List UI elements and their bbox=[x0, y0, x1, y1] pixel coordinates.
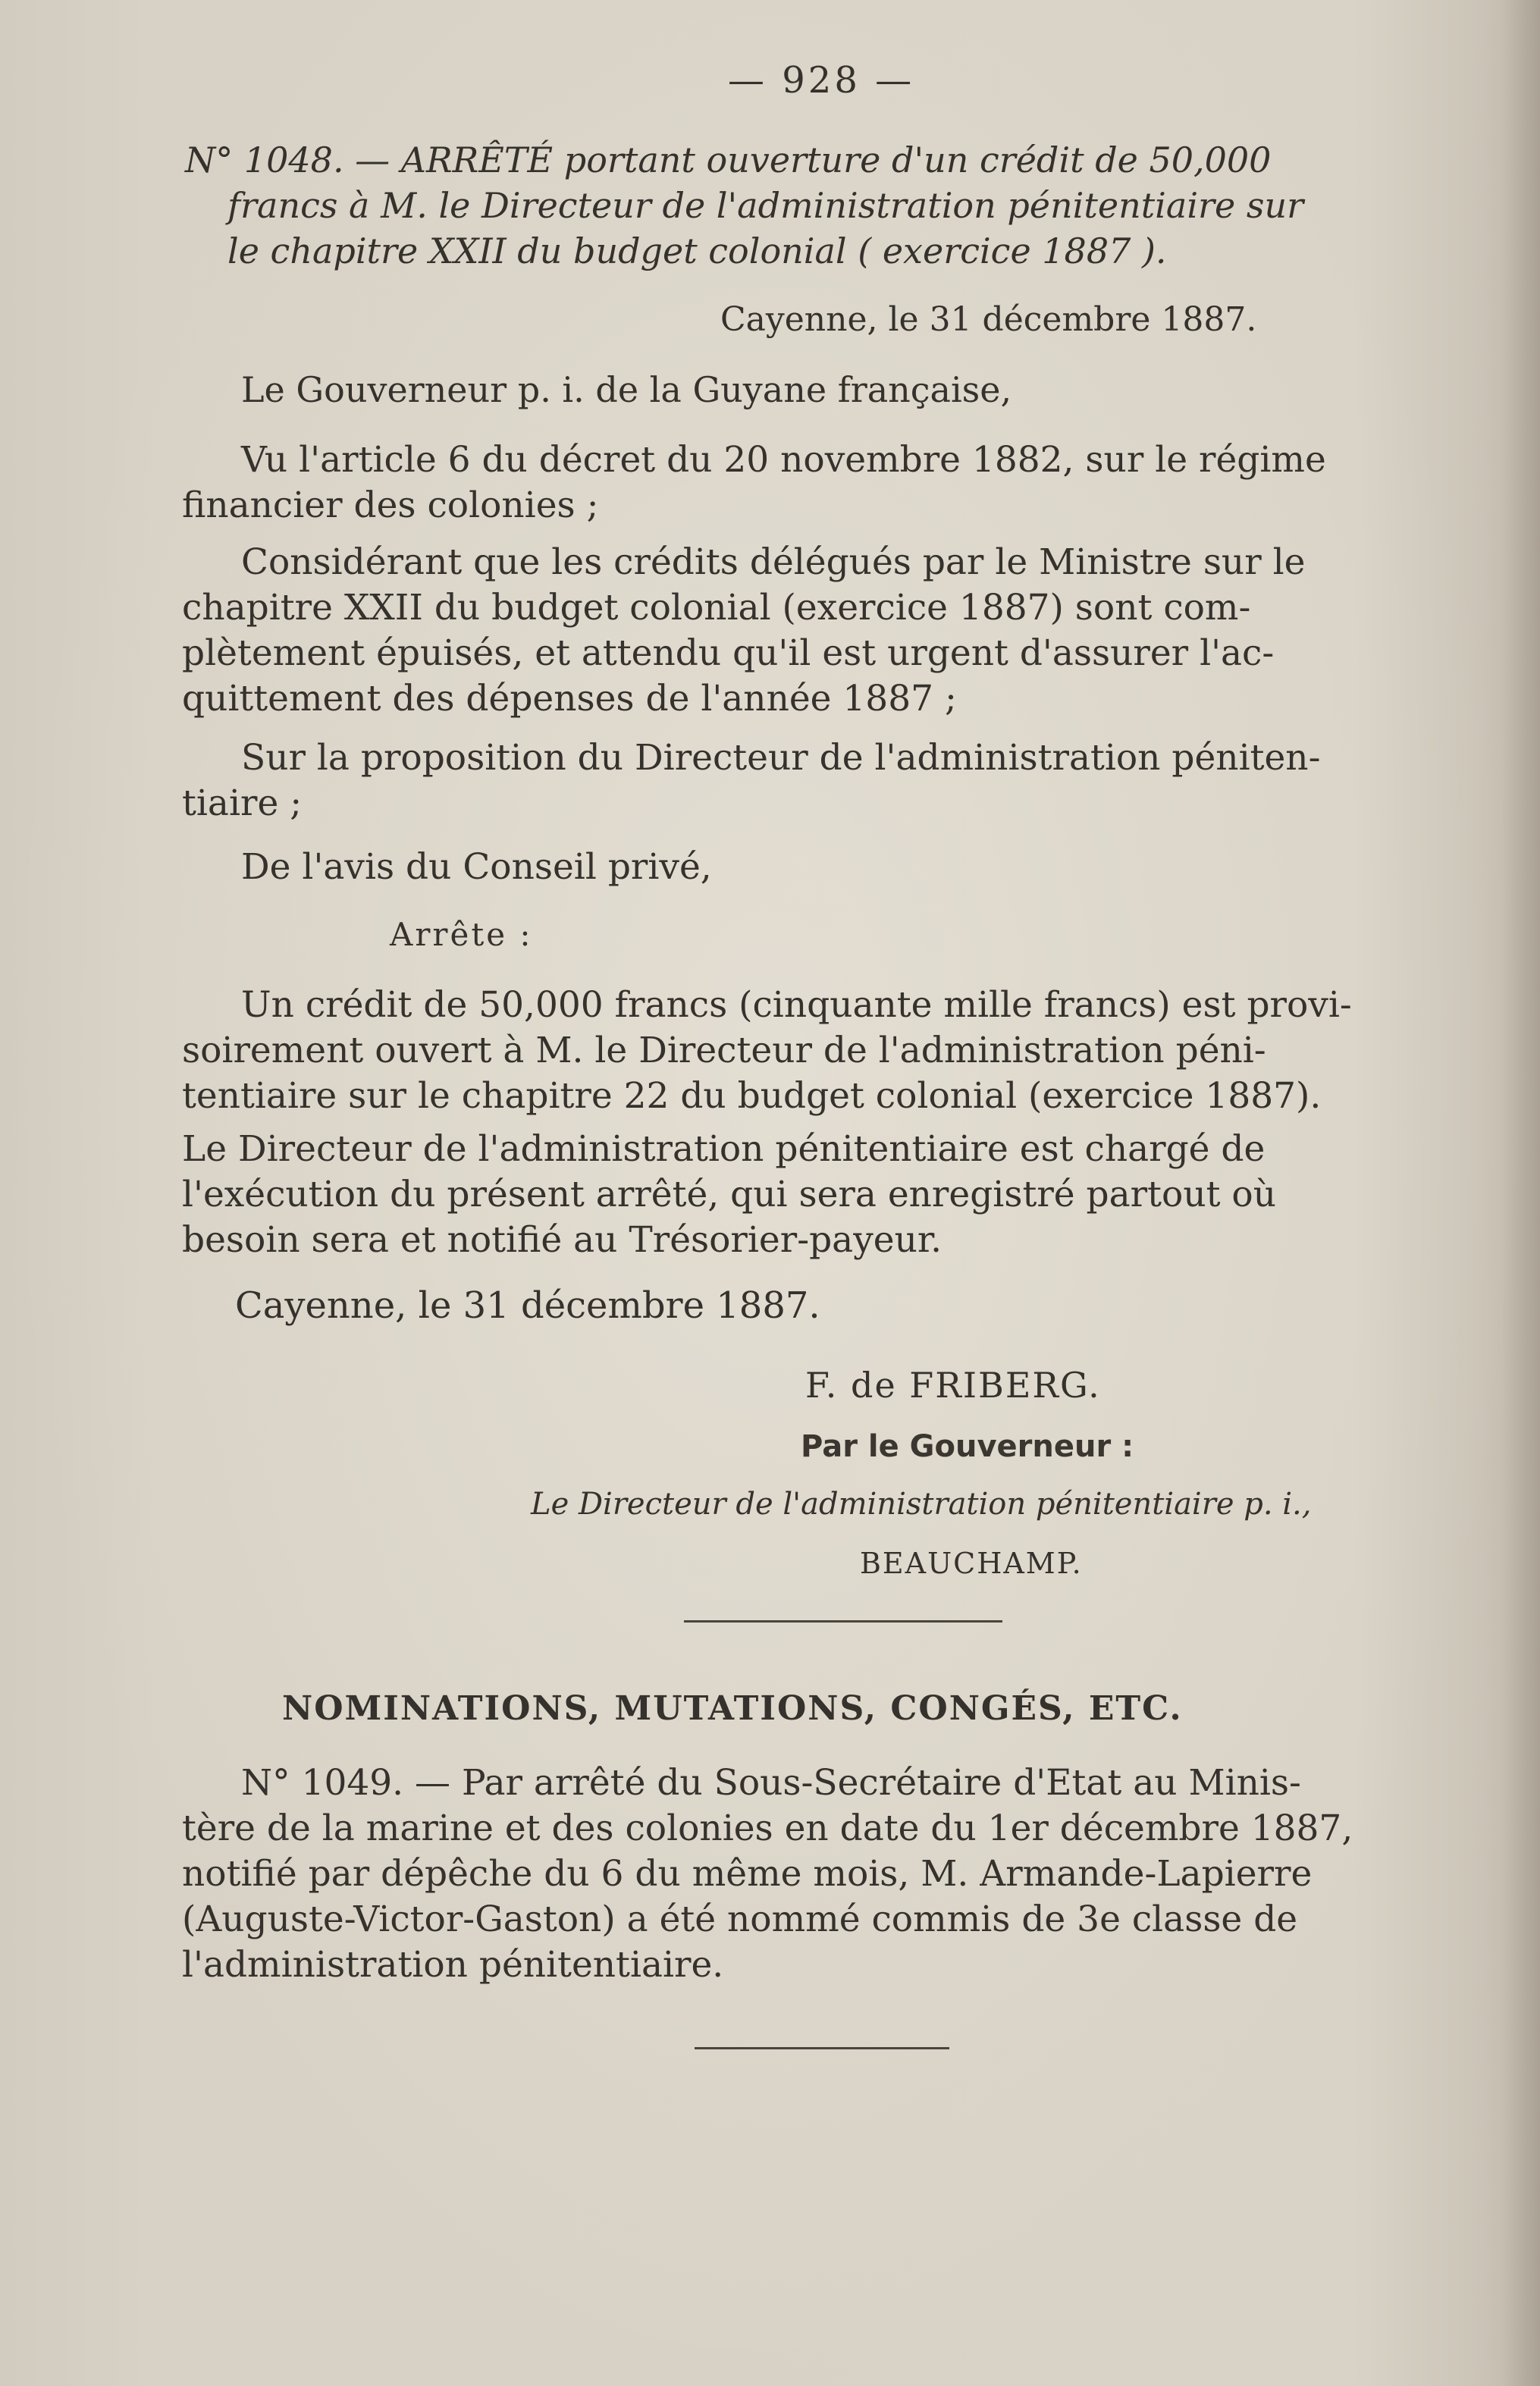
decision-line-5: l'exécution du présent arrêté, qui sera enregistré partout où bbox=[182, 1174, 1276, 1215]
section-heading: NOMINATIONS, MUTATIONS, CONGÉS, ETC. bbox=[282, 1689, 1183, 1728]
separator-rule-2 bbox=[695, 2047, 949, 2049]
decision-line-6: besoin sera et notifié au Trésorier-payeur. bbox=[182, 1219, 943, 1261]
page-number: — 928 — bbox=[728, 59, 915, 102]
nomination-line-1: N° 1049. — Par arrêté du Sous-Secrétaire d'Etat au Minis- bbox=[241, 1762, 1301, 1804]
closing-date: Cayenne, le 31 décembre 1887. bbox=[235, 1284, 820, 1327]
page-edge-shadow bbox=[1502, 0, 1540, 2386]
director-title: Le Directeur de l'administration pénitentiaire p. i., bbox=[531, 1487, 1312, 1522]
par-le-gouverneur: Par le Gouverneur : bbox=[801, 1429, 1134, 1464]
director-name: BEAUCHAMP. bbox=[860, 1547, 1083, 1580]
decision-line-4: Le Directeur de l'administration pénitentiaire est chargé de bbox=[182, 1128, 1266, 1170]
body-line-1: Vu l'article 6 du décret du 20 novembre 1882, sur le régime bbox=[241, 439, 1326, 481]
arrete-1048-title-line-1: N° 1048. — ARRÊTÉ portant ouverture d'un crédit de 50,000 bbox=[185, 140, 1272, 180]
body-line-4: chapitre XXII du budget colonial (exercice 1887) sont com- bbox=[182, 587, 1251, 629]
arrete-1048-title-line-3: le chapitre XXII du budget colonial ( exercice 1887 ). bbox=[227, 230, 1167, 271]
decision-line-3: tentiaire sur le chapitre 22 du budget colonial (exercice 1887). bbox=[182, 1075, 1322, 1117]
nomination-line-2: tère de la marine et des colonies en date du 1er décembre 1887, bbox=[182, 1808, 1353, 1849]
arrete-1048-place-date: Cayenne, le 31 décembre 1887. bbox=[720, 300, 1257, 339]
arrete-label: Arrête : bbox=[390, 916, 533, 953]
nomination-line-4: (Auguste-Victor-Gaston) a été nommé commis de 3e classe de bbox=[182, 1898, 1298, 1940]
nomination-line-5: l'administration pénitentiaire. bbox=[182, 1944, 724, 1986]
body-line-9: De l'avis du Conseil privé, bbox=[241, 846, 712, 888]
governor-line: Le Gouverneur p. i. de la Guyane française, bbox=[241, 369, 1012, 410]
body-line-7: Sur la proposition du Directeur de l'administration péniten- bbox=[241, 737, 1321, 779]
nomination-line-3: notifié par dépêche du 6 du même mois, M. Armande-Lapierre bbox=[182, 1853, 1313, 1895]
body-line-5: plètement épuisés, et attendu qu'il est urgent d'assurer l'ac- bbox=[182, 632, 1275, 674]
separator-rule-1 bbox=[684, 1620, 1002, 1623]
body-line-3: Considérant que les crédits délégués par le Ministre sur le bbox=[241, 541, 1306, 583]
body-line-2: financier des colonies ; bbox=[182, 484, 599, 526]
body-line-8: tiaire ; bbox=[182, 782, 303, 824]
body-line-6: quittement des dépenses de l'année 1887 ; bbox=[182, 678, 957, 720]
decision-line-1: Un crédit de 50,000 francs (cinquante mille francs) est provi- bbox=[241, 984, 1352, 1026]
arrete-1048-title-line-2: francs à M. le Directeur de l'administration pénitentiaire sur bbox=[227, 185, 1304, 226]
decision-line-2: soirement ouvert à M. le Directeur de l'administration péni- bbox=[182, 1030, 1266, 1071]
signature-friberg: F. de FRIBERG. bbox=[805, 1365, 1101, 1406]
